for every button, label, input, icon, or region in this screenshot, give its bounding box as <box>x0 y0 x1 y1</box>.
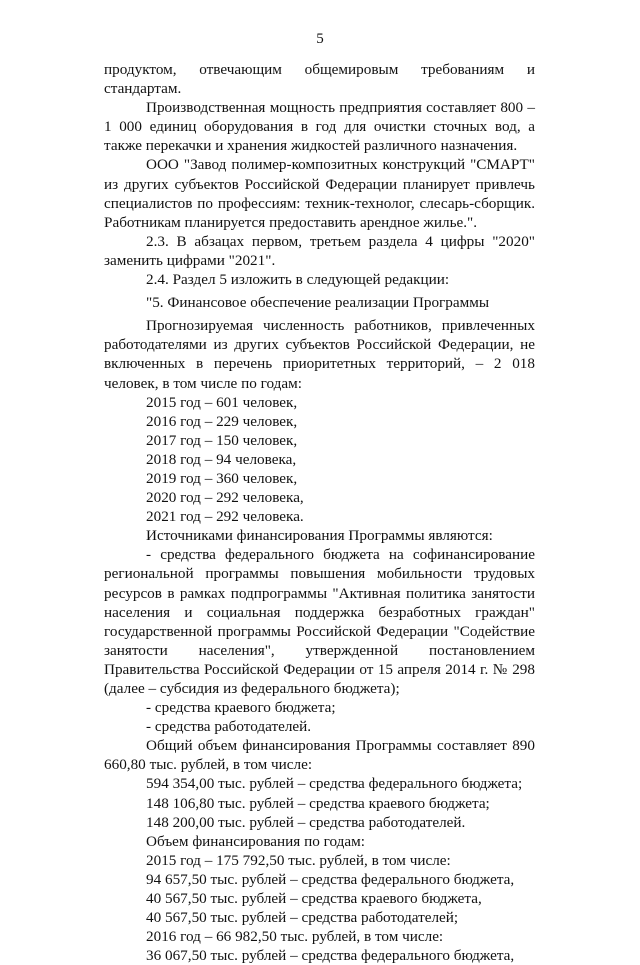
list-item: 2017 год – 150 человек, <box>146 431 298 449</box>
list-item: 36 067,50 тыс. рублей – средства федерального бюджета, <box>146 947 515 965</box>
page-number: 5 <box>316 31 324 47</box>
list-item: 2016 год – 229 человек, <box>146 412 298 430</box>
total-breakdown-list <box>104 774 535 831</box>
paragraph-smart-plant: ООО "Завод полимер-композитных конструкций "СМАРТ" из других субъектов Российской Федерации планирует привлечь специалистов по профессиям: техник-технолог, слесарь-сборщик. Работникам планируется предоставить арендное жилье.". <box>104 156 535 231</box>
list-item: 148 106,80 тыс. рублей – средства краевого бюджета; <box>146 794 490 812</box>
list-item: 94 657,50 тыс. рублей – средства федерального бюджета, <box>146 870 515 888</box>
source-federal: - средства федерального бюджета на софинансирование региональной программы повышения мобильности трудовых ресурсов в рамках подпрограммы "Активная политика занятости населения и социальная поддержка безработных граждан" государственной программы Российской Федерации "Содействие занятости населения", утвержденной постановлением Правительства Российской Федерации от 15 апреля 2014 г. № 298 (далее – субсидия из федерального бюджета); <box>104 546 535 697</box>
total-financing: Общий объем финансирования Программы составляет 890 660,80 тыс. рублей, в том числе: <box>104 737 535 774</box>
section-heading: "5. Финансовое обеспечение реализации Программы <box>146 294 490 312</box>
list-item: 2016 год – 66 982,50 тыс. рублей, в том числе: <box>146 928 444 946</box>
list-item: 2018 год – 94 человека, <box>146 450 297 468</box>
list-item: 2019 год – 360 человек, <box>146 469 298 487</box>
list-item: 2020 год – 292 человека, <box>146 489 304 507</box>
source-regional: - средства краевого бюджета; <box>146 699 336 717</box>
list-item: 2015 год – 601 человек, <box>146 393 298 411</box>
by-years-intro: Объем финансирования по годам: <box>146 832 365 850</box>
by-years-list <box>104 851 535 965</box>
document-body <box>104 60 535 965</box>
paragraph-capacity: Производственная мощность предприятия составляет 800 – 1 000 единиц оборудования в год для очистки сточных вод, а также перекачки и хранения жидкостей различного назначения. <box>104 99 535 155</box>
list-item: 2015 год – 175 792,50 тыс. рублей, в том числе: <box>146 851 451 869</box>
list-item: 40 567,50 тыс. рублей – средства краевого бюджета, <box>146 890 482 908</box>
source-employers: - средства работодателей. <box>146 718 312 736</box>
list-item: 2021 год – 292 человека. <box>146 508 304 526</box>
paragraph-2-3: 2.3. В абзацах первом, третьем раздела 4 цифры "2020" заменить цифрами "2021". <box>104 232 535 269</box>
list-item: 594 354,00 тыс. рублей – средства федерального бюджета; <box>146 775 523 793</box>
list-item: 148 200,00 тыс. рублей – средства работодателей. <box>146 813 466 831</box>
paragraph-2-4: 2.4. Раздел 5 изложить в следующей редакции: <box>146 271 450 289</box>
list-item: 40 567,50 тыс. рублей – средства работодателей; <box>146 909 459 927</box>
workers-by-year-list <box>104 393 535 527</box>
paragraph-continuation: продуктом, отвечающим общемировым требованиям и стандартам. <box>104 61 535 98</box>
sources-intro: Источниками финансирования Программы являются: <box>146 527 493 545</box>
paragraph-forecast: Прогнозируемая численность работников, привлеченных работодателями из других субъектов Российской Федерации, не включенных в перечень приоритетных территорий, – 2 018 человек, в том числе по годам: <box>104 317 535 392</box>
